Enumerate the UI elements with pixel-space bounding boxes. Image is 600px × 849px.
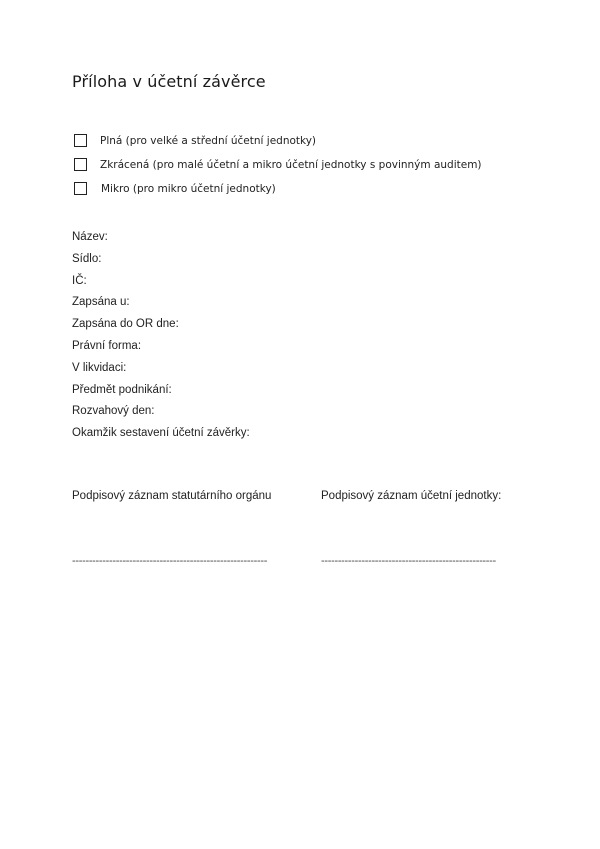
checkbox-abridged[interactable] xyxy=(74,158,87,171)
signature-section xyxy=(72,490,532,570)
field-legal-form: Právní forma: xyxy=(72,339,142,352)
page-title: Příloha v účetní závěrce xyxy=(72,72,266,91)
signature-statutory xyxy=(72,490,271,567)
option-label-full: Plná (pro velké a střední účetní jednotky) xyxy=(100,135,317,147)
field-registered-at: Zapsána u: xyxy=(72,296,130,309)
field-name: Název: xyxy=(72,231,108,243)
field-in-liquidation: V likvidaci: xyxy=(72,361,127,374)
field-registration-date: Zapsána do OR dne: xyxy=(72,318,179,331)
signature-entity-line: ---------------------------------------------------- xyxy=(321,555,496,567)
signature-statutory-line: ---------------------------------------------------------- xyxy=(72,555,268,567)
field-business-activity: Předmět podnikání: xyxy=(72,383,172,396)
option-label-micro: Mikro (pro mikro účetní jednotky) xyxy=(101,183,276,195)
field-id-number: IČ: xyxy=(72,274,87,287)
field-preparation-moment: Okamžik sestavení účetní závěrky: xyxy=(72,427,250,440)
entity-fields xyxy=(72,230,250,448)
field-balance-sheet-date: Rozvahový den: xyxy=(72,405,155,418)
signature-statutory-label: Podpisový záznam statutárního orgánu xyxy=(72,490,272,502)
checkbox-micro[interactable] xyxy=(74,182,87,195)
checkbox-full[interactable] xyxy=(74,134,87,147)
option-label-abridged: Zkrácená (pro malé účetní a mikro účetní jednotky s povinným auditem) xyxy=(100,159,482,171)
field-seat: Sídlo: xyxy=(72,252,102,265)
signature-entity-label: Podpisový záznam účetní jednotky: xyxy=(321,490,502,502)
signature-entity xyxy=(321,490,501,567)
